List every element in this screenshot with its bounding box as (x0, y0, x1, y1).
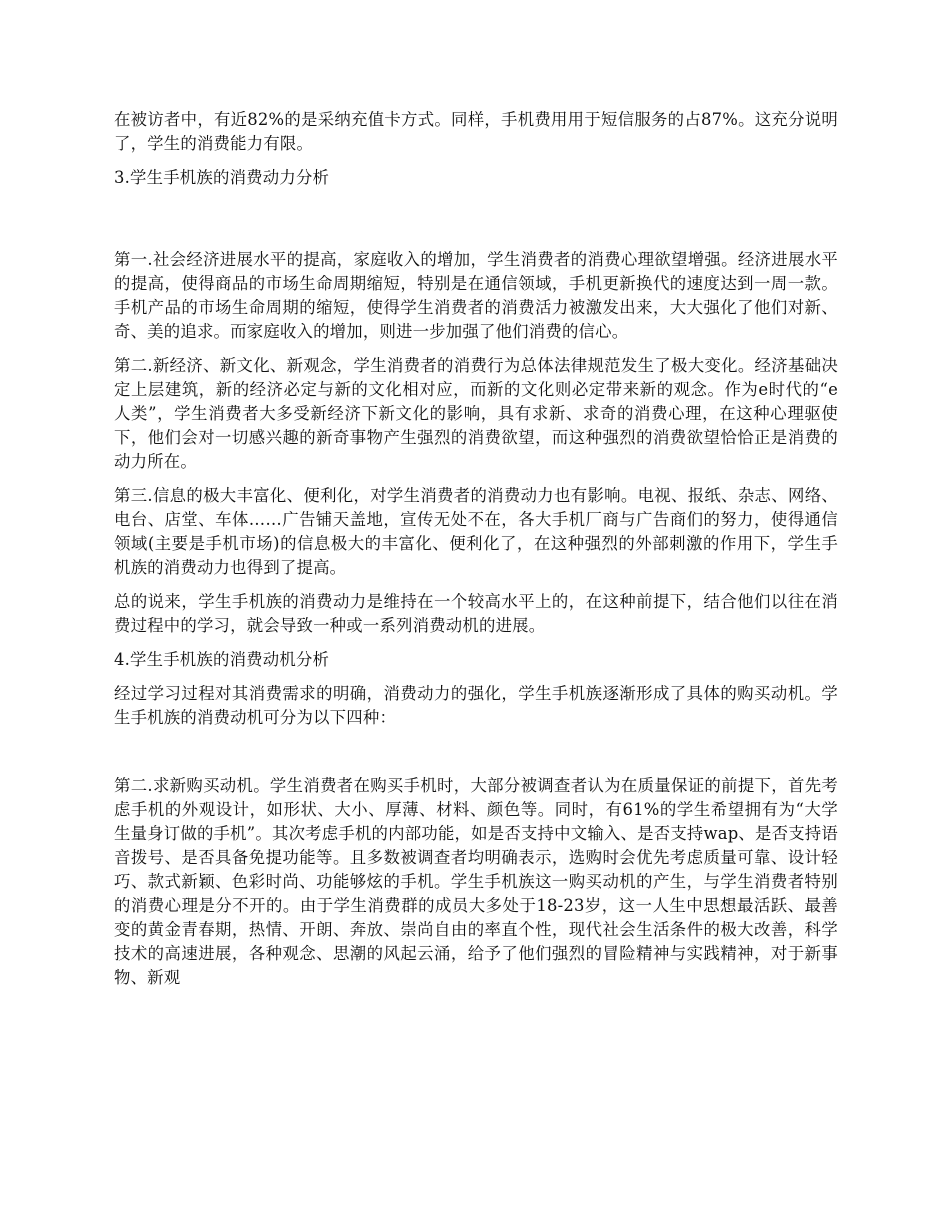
document-body (114, 108, 838, 1000)
paragraph-second-factor: 第二.新经济、新文化、新观念，学生消费者的消费行为总体法律规范发生了极大变化。经济基础决定上层建筑，新的经济必定与新的文化相对应，而新的文化则必定带来新的观念。作为e时代的“e人类”，学生消费者大多受新经济下新文化的影响，具有求新、求奇的消费心理，在这种心理驱使下，他们会对一切感兴趣的新奇事物产生强烈的消费欲望，而这种强烈的消费欲望恰恰正是消费的动力所在。 (114, 356, 838, 471)
intro-paragraph: 在被访者中，有近82%的是采纳充值卡方式。同样，手机费用用于短信服务的占87%。这充分说明了，学生的消费能力有限。 (114, 110, 838, 153)
blank-gap-2 (114, 740, 838, 774)
section-4-heading: 4.学生手机族的消费动机分析 (114, 650, 330, 669)
paragraph-novelty-motive: 第二.求新购买动机。学生消费者在购买手机时，大部分被调查者认为在质量保证的前提下，首先考虑手机的外观设计，如形状、大小、厚薄、材料、颜色等。同时，有61%的学生希望拥有为“大学生量身订做的手机”。其次考虑手机的内部功能，如是否支持中文输入、是否支持wap、是否支持语音拨号、是否具备免提功能等。且多数被调查者均明确表示，选购时会优先考虑质量可靠、设计轻巧、款式新颖、色彩时尚、功能够炫的手机。学生手机族这一购买动机的产生，与学生消费者特别的消费心理是分不开的。由于学生消费群的成员大多处于18-23岁，这一人生中思想最活跃、最善变的黄金青春期，热情、开朗、奔放、崇尚自由的率直个性，现代社会生活条件的极大改善，科学技术的高速进展，各种观念、思潮的风起云涌，给予了他们强烈的冒险精神与实践精神，对于新事物、新观 (114, 776, 838, 987)
paragraph-motive-intro: 经过学习过程对其消费需求的明确，消费动力的强化，学生手机族逐渐形成了具体的购买动机。学生手机族的消费动机可分为以下四种： (114, 684, 838, 727)
section-3-heading: 3.学生手机族的消费动力分析 (114, 168, 330, 187)
blank-gap (114, 200, 838, 248)
paragraph-summary: 总的说来，学生手机族的消费动力是维持在一个较高水平上的，在这种前提下，结合他们以往在消费过程中的学习，就会导致一种或一系列消费动机的进展。 (114, 592, 838, 635)
paragraph-third-factor: 第三.信息的极大丰富化、便利化，对学生消费者的消费动力也有影响。电视、报纸、杂志、网络、电台、店堂、车体……广告铺天盖地，宣传无处不在，各大手机厂商与广告商们的努力，使得通信领域(主要是手机市场)的信息极大的丰富化、便利化了，在这种强烈的外部刺激的作用下，学生手机族的消费动力也得到了提高。 (114, 486, 838, 577)
paragraph-first-factor: 第一.社会经济进展水平的提高，家庭收入的增加，学生消费者的消费心理欲望增强。经济进展水平的提高，使得商品的市场生命周期缩短，特别是在通信领域，手机更新换代的速度达到一周一款。手机产品的市场生命周期的缩短，使得学生消费者的消费活力被激发出来，大大强化了他们对新、奇、美的追求。而家庭收入的增加，则进一步加强了他们消费的信心。 (114, 250, 838, 341)
